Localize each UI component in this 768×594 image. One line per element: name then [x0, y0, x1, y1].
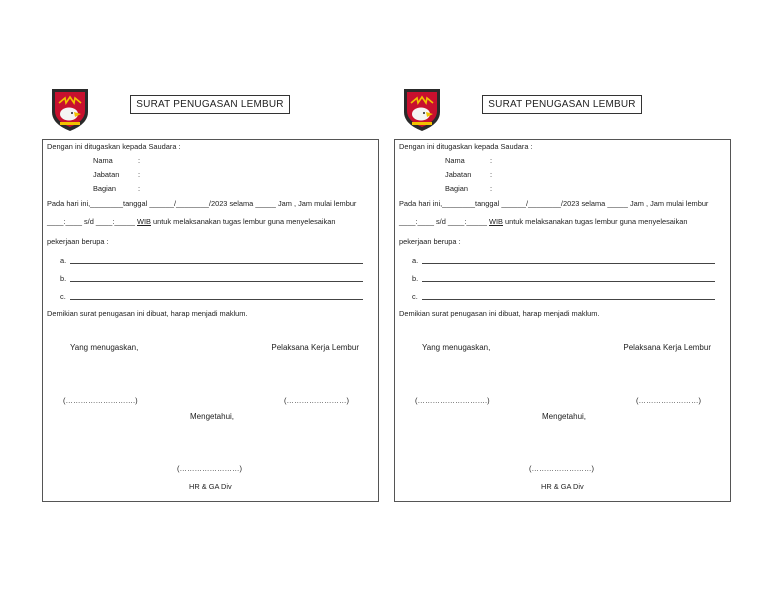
work-description-label: pekerjaan berupa :: [399, 237, 461, 246]
item-letter-b: b.: [412, 274, 419, 283]
time-range-paragraph: [399, 217, 687, 226]
hr-ga-division-label: HR & GA Div: [189, 482, 232, 491]
wib-label: WIB: [137, 217, 151, 226]
field-label-bagian: Bagian: [93, 184, 117, 193]
police-shield-logo: [402, 86, 442, 132]
field-label-bagian: Bagian: [445, 184, 469, 193]
letter-title: SURAT PENUGASAN LEMBUR: [482, 95, 642, 114]
intro-text: Dengan ini ditugaskan kepada Saudara :: [47, 142, 181, 151]
field-colon: :: [490, 170, 493, 179]
hr-signature-line: (……………………): [177, 464, 242, 473]
executor-title: Pelaksana Kerja Lembur: [623, 343, 711, 352]
assigner-signature-line: (……………………….): [415, 396, 490, 405]
work-item-line-a: [422, 263, 715, 264]
time-range-blanks: ____:____ s/d ____:_____: [47, 217, 138, 226]
overtime-form-right: [394, 0, 739, 594]
assigner-signature-line: (……………………….): [63, 396, 138, 405]
executor-title: Pelaksana Kerja Lembur: [271, 343, 359, 352]
purpose-text: untuk melaksanakan tugas lembur guna menyelesaikan: [150, 217, 336, 226]
date-time-paragraph: Pada hari ini,________tanggal ______/________/2023 selama _____ Jam , Jam mulai lembur: [47, 199, 357, 208]
work-description-label: pekerjaan berupa :: [47, 237, 109, 246]
intro-text: Dengan ini ditugaskan kepada Saudara :: [399, 142, 533, 151]
closing-statement: Demikian surat penugasan ini dibuat, harap menjadi maklum.: [399, 309, 600, 318]
item-letter-c: c.: [412, 292, 418, 301]
work-item-line-c: [70, 299, 363, 300]
executor-signature-line: (……………………): [284, 396, 349, 405]
form-body: [394, 139, 731, 502]
item-letter-c: c.: [60, 292, 66, 301]
work-item-line-b: [422, 281, 715, 282]
field-colon: :: [138, 184, 141, 193]
work-item-line-b: [70, 281, 363, 282]
acknowledged-label: Mengetahui,: [190, 412, 235, 421]
assigner-title: Yang menugaskan,: [70, 343, 139, 352]
item-letter-a: a.: [60, 256, 67, 265]
field-label-nama: Nama: [93, 156, 113, 165]
acknowledged-label: Mengetahui,: [542, 412, 587, 421]
assigner-title: Yang menugaskan,: [422, 343, 491, 352]
item-letter-a: a.: [412, 256, 419, 265]
field-colon: :: [138, 156, 141, 165]
wib-label: WIB: [489, 217, 503, 226]
hr-ga-division-label: HR & GA Div: [541, 482, 584, 491]
field-label-nama: Nama: [445, 156, 465, 165]
form-body: [42, 139, 379, 502]
executor-signature-line: (……………………): [636, 396, 701, 405]
field-colon: :: [490, 184, 493, 193]
date-time-paragraph: Pada hari ini,________tanggal ______/________/2023 selama _____ Jam , Jam mulai lembur: [399, 199, 709, 208]
field-colon: :: [138, 170, 141, 179]
item-letter-b: b.: [60, 274, 67, 283]
purpose-text: untuk melaksanakan tugas lembur guna menyelesaikan: [502, 217, 688, 226]
work-item-line-a: [70, 263, 363, 264]
closing-statement: Demikian surat penugasan ini dibuat, harap menjadi maklum.: [47, 309, 248, 318]
letter-title: SURAT PENUGASAN LEMBUR: [130, 95, 290, 114]
police-shield-logo: [50, 86, 90, 132]
hr-signature-line: (……………………): [529, 464, 594, 473]
field-label-jabatan: Jabatan: [93, 170, 120, 179]
time-range-paragraph: [47, 217, 335, 226]
work-item-line-c: [422, 299, 715, 300]
field-colon: :: [490, 156, 493, 165]
field-label-jabatan: Jabatan: [445, 170, 472, 179]
time-range-blanks: ____:____ s/d ____:_____: [399, 217, 490, 226]
overtime-form-left: [42, 0, 387, 594]
